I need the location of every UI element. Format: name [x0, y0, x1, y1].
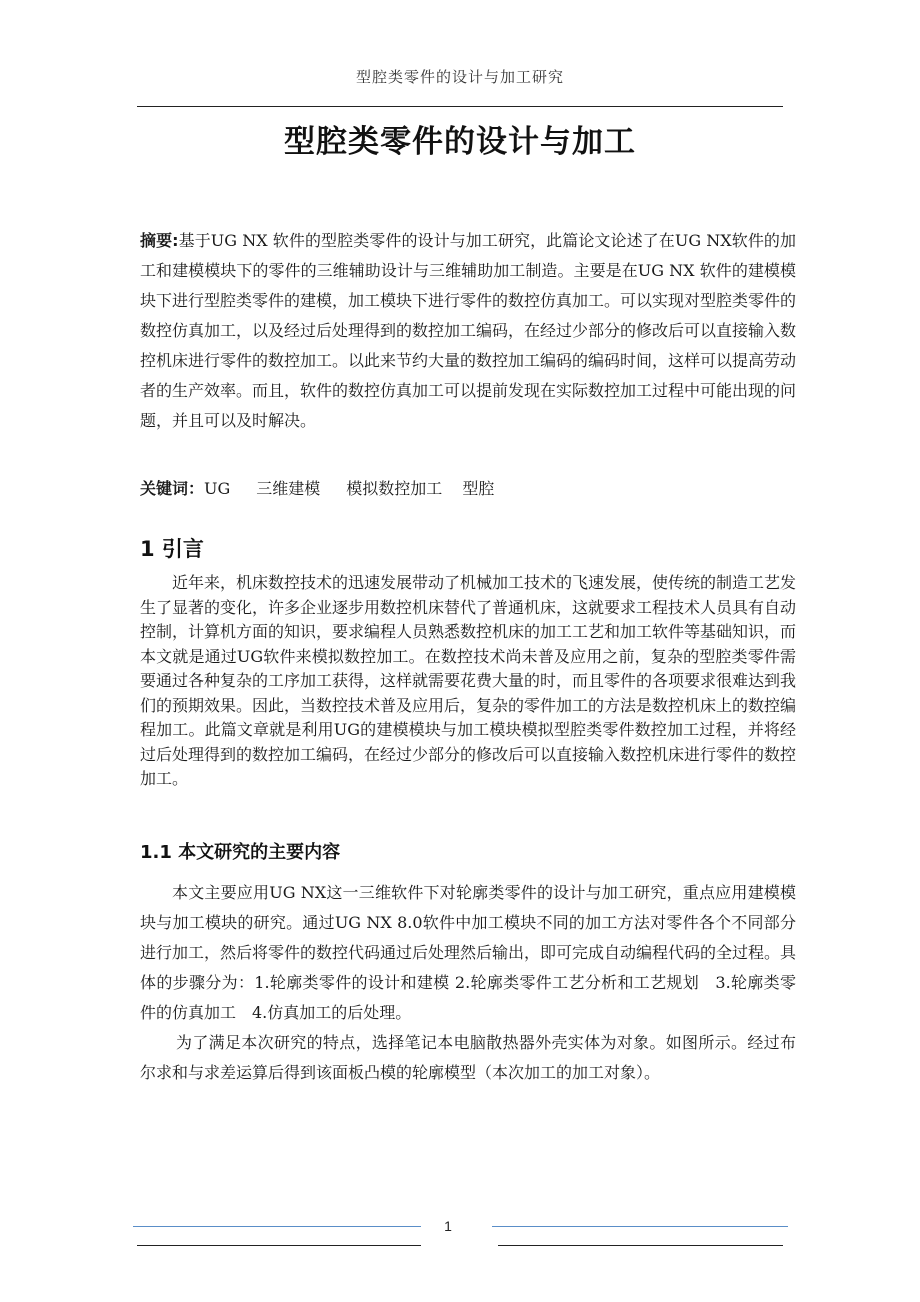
keywords-label: 关键词：: [140, 479, 205, 498]
section-1-1-body: [140, 878, 796, 1088]
keyword-item: 三维建模: [256, 479, 321, 498]
document-title: 型腔类零件的设计与加工: [284, 124, 636, 160]
page-number: 1: [444, 1218, 452, 1234]
footer-rule-left-lower: [137, 1245, 421, 1246]
section-1-1-heading: 1.1 本文研究的主要内容: [140, 842, 341, 863]
footer-rule-left-upper: [133, 1226, 421, 1227]
running-header: 型腔类零件的设计与加工研究: [355, 68, 564, 86]
abstract-text: 基于UG NX 软件的型腔类零件的设计与加工研究，此篇论文论述了在UG NX软件的加工和建模模块下的零件的三维辅助设计与三维辅助加工制造。主要是在UG NX 软件的建模模块下进行型腔类零件的建模，加工模块下进行零件的数控仿真加工。可以实现对型腔类零件的数控仿真加工，以及经过后处理得到的数控加工编码，在经过少部分的修改后可以直接输入数控机床进行零件的数控加工。以此来节约大量的数控加工编码的编码时间，这样可以提高劳动者的生产效率。而且，软件的数控仿真加工可以提前发现在实际数控加工过程中可能出现的问题，并且可以及时解决。: [140, 231, 797, 430]
section-1-1-paragraph: 本文主要应用UG NX这一三维软件下对轮廓类零件的设计与加工研究，重点应用建模模块与加工模块的研究。通过UG NX 8.0软件中加工模块不同的加工方法对零件各个不同部分进行加工，然后将零件的数控代码通过后处理然后输出，即可完成自动编程代码的全过程。具体的步骤分为：1.轮廓类零件的设计和建模 2.轮廓类零件工艺分析和工艺规划 3.轮廓类零件的仿真加工 4.仿真加工的后处理。: [140, 883, 797, 1022]
section-1-heading: 1 引言: [140, 537, 204, 561]
keyword-item: UG: [204, 479, 231, 498]
footer-rule-right-upper: [492, 1226, 788, 1227]
footer-rule-right-lower: [498, 1245, 783, 1246]
keyword-item: 型腔: [462, 479, 495, 498]
keywords: [140, 474, 796, 504]
header-rule: [137, 106, 783, 107]
keyword-item: 模拟数控加工: [346, 479, 443, 498]
section-1-paragraph: 近年来，机床数控技术的迅速发展带动了机械加工技术的飞速发展，使传统的制造工艺发生了显著的变化，许多企业逐步用数控机床替代了普通机床，这就要求工程技术人员具有自动控制，计算机方面的知识，要求编程人员熟悉数控机床的加工工艺和加工软件等基础知识，而本文就是通过UG软件来模拟数控加工。在数控技术尚未普及应用之前，复杂的型腔类零件需要通过各种复杂的工序加工获得，这样就需要花费大量的时，而且零件的各项要求很难达到我们的预期效果。因此，当数控技术普及应用后，复杂的零件加工的方法是数控机床上的数控编程加工。此篇文章就是利用UG的建模模块与加工模块模拟型腔类零件数控加工过程，并将经过后处理得到的数控加工编码，在经过少部分的修改后可以直接输入数控机床进行零件的数控加工。: [140, 573, 797, 788]
section-1-1-paragraph: 为了满足本次研究的特点，选择笔记本电脑散热器外壳实体为对象。如图所示。经过布尔求和与求差运算后得到该面板凸模的轮廓模型（本次加工的加工对象）。: [140, 1033, 796, 1082]
abstract: [140, 226, 796, 436]
abstract-label: 摘要:: [140, 231, 179, 250]
